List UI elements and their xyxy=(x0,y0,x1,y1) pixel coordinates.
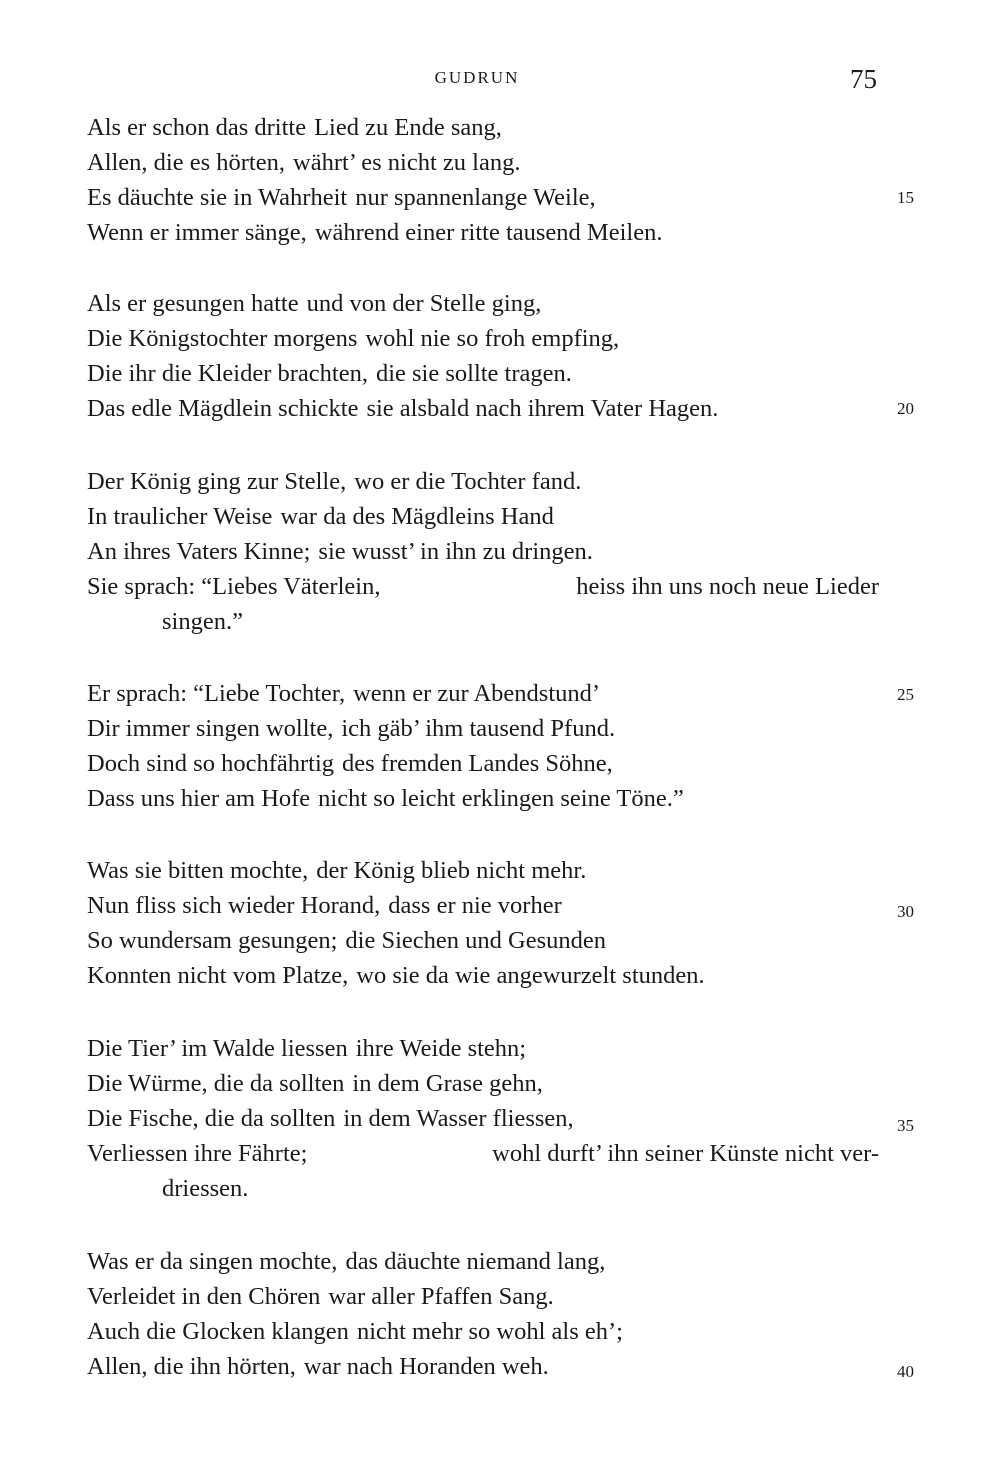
verse-line xyxy=(87,676,907,711)
running-title: GUDRUN xyxy=(434,68,520,87)
first-half-line: An ihres Vaters Kinne; xyxy=(87,538,311,565)
first-half-line: Als er gesungen hatte xyxy=(87,290,299,317)
second-half-line: der König blieb nicht mehr. xyxy=(316,857,587,884)
verse-line xyxy=(87,110,907,145)
first-half-line: Als er schon das dritte xyxy=(87,114,307,141)
first-half-line: Es däuchte sie in Wahrheit xyxy=(87,184,348,211)
verse-line xyxy=(87,711,907,746)
verse-line xyxy=(87,923,907,958)
first-half-line: Auch die Glocken klangen xyxy=(87,1318,349,1345)
verse-line xyxy=(87,464,907,499)
second-half-line: ihre Weide stehn; xyxy=(355,1035,527,1062)
first-half-line: Nun fliss sich wieder Horand, xyxy=(87,892,381,919)
second-half-line: war da des Mägdleins Hand xyxy=(280,503,554,530)
first-half-line: Doch sind so hochfährtig xyxy=(87,750,334,777)
first-half-line: Die Königstochter morgens xyxy=(87,325,358,352)
first-half-line: In traulicher Weise xyxy=(87,503,273,530)
verse-line xyxy=(87,1244,907,1279)
second-half-line: die Siechen und Gesunden xyxy=(345,927,607,954)
second-half-line: heiss ihn uns noch neue Lieder xyxy=(576,573,879,600)
verse-line xyxy=(87,321,907,356)
first-half-line: Das edle Mägdlein schickte xyxy=(87,395,359,422)
second-half-line: Lied zu Ende sang, xyxy=(314,114,502,141)
second-half-line: sie alsbald nach ihrem Vater Hagen. xyxy=(366,395,719,422)
second-half-line: in dem Wasser fliessen, xyxy=(343,1105,574,1132)
verse-line xyxy=(87,356,907,391)
second-half-line: wohl nie so froh empfing, xyxy=(365,325,620,352)
second-half-line: sie wusst’ in ihn zu dringen. xyxy=(318,538,593,565)
verse-line xyxy=(87,391,907,426)
line-number: 35 xyxy=(897,1116,914,1135)
second-half-line: war nach Horanden weh. xyxy=(303,1353,549,1380)
stanza xyxy=(87,853,907,993)
first-half-line: Die Würme, die da sollten xyxy=(87,1070,345,1097)
second-half-line: wenn er zur Abendstund’ xyxy=(353,680,601,707)
line-number: 25 xyxy=(897,685,914,704)
stanza xyxy=(87,464,907,639)
second-half-line: in dem Grase gehn, xyxy=(352,1070,543,1097)
stanza xyxy=(87,1244,907,1384)
first-half-line: Allen, die ihn hörten, xyxy=(87,1353,296,1380)
second-half-line: währt’ es nicht zu lang. xyxy=(293,149,521,176)
second-half-line: und von der Stelle ging, xyxy=(306,290,542,317)
first-half-line: Was er da singen mochte, xyxy=(87,1248,338,1275)
first-half-line: Die Tier’ im Walde liessen xyxy=(87,1035,348,1062)
second-half-line: die sie sollte tragen. xyxy=(375,360,572,387)
line-number: 15 xyxy=(897,188,914,207)
second-half-line: wo er die Tochter fand. xyxy=(354,468,582,495)
verse-line xyxy=(87,1279,907,1314)
line-number: 40 xyxy=(897,1362,914,1381)
verse-line xyxy=(87,534,907,569)
second-half-line: ich gäb’ ihm tausend Pfund. xyxy=(341,715,616,742)
verse-continuation: singen.” xyxy=(162,608,243,635)
verse-line xyxy=(87,781,907,816)
first-half-line: Der König ging zur Stelle, xyxy=(87,468,347,495)
second-half-line: wohl durft’ ihn seiner Künste nicht ver- xyxy=(492,1140,879,1167)
first-half-line: So wundersam gesungen; xyxy=(87,927,338,954)
first-half-line: Wenn er immer sänge, xyxy=(87,219,307,246)
verse-line xyxy=(87,499,907,534)
first-half-line: Konnten nicht vom Platze, xyxy=(87,962,349,989)
verse-line xyxy=(87,1349,907,1384)
verse-continuation: driessen. xyxy=(162,1175,249,1202)
first-half-line: Verleidet in den Chören xyxy=(87,1283,321,1310)
second-half-line: nicht so leicht erklingen seine Töne.” xyxy=(318,785,684,812)
first-half-line: Was sie bitten mochte, xyxy=(87,857,309,884)
first-half-line: Dass uns hier am Hofe xyxy=(87,785,311,812)
verse-line xyxy=(87,286,907,321)
second-half-line: wo sie da wie angewurzelt stunden. xyxy=(356,962,705,989)
verse-line xyxy=(87,853,907,888)
first-half-line: Verliessen ihre Fährte; xyxy=(87,1140,308,1167)
verse-line xyxy=(87,215,907,250)
second-half-line: während einer ritte tausend Meilen. xyxy=(314,219,663,246)
line-number: 20 xyxy=(897,399,914,418)
stanza xyxy=(87,676,907,816)
first-half-line: Die ihr die Kleider brachten, xyxy=(87,360,368,387)
verse-line xyxy=(87,180,907,215)
verse-line xyxy=(87,1136,879,1171)
second-half-line: nicht mehr so wohl als eh’; xyxy=(356,1318,623,1345)
first-half-line: Dir immer singen wollte, xyxy=(87,715,334,742)
first-half-line: Er sprach: “Liebe Tochter, xyxy=(87,680,346,707)
second-half-line: nur spannenlange Weile, xyxy=(355,184,596,211)
verse-line xyxy=(87,1314,907,1349)
verse-line xyxy=(87,958,907,993)
verse-line xyxy=(87,145,907,180)
second-half-line: des fremden Landes Söhne, xyxy=(342,750,613,777)
line-number: 30 xyxy=(897,902,914,921)
verse-line xyxy=(87,888,907,923)
verse-line xyxy=(87,1101,907,1136)
second-half-line: das däuchte niemand lang, xyxy=(345,1248,606,1275)
page-number: 75 xyxy=(850,64,877,94)
stanza xyxy=(87,110,907,250)
first-half-line: Allen, die es hörten, xyxy=(87,149,285,176)
stanza xyxy=(87,286,907,426)
second-half-line: dass er nie vorher xyxy=(388,892,562,919)
second-half-line: war aller Pfaffen Sang. xyxy=(328,1283,554,1310)
verse-line xyxy=(87,1066,907,1101)
verse-line xyxy=(87,569,879,604)
verse-line xyxy=(87,746,907,781)
stanza xyxy=(87,1031,907,1206)
verse-line xyxy=(87,1031,907,1066)
first-half-line: Sie sprach: “Liebes Väterlein, xyxy=(87,573,381,600)
first-half-line: Die Fische, die da sollten xyxy=(87,1105,336,1132)
